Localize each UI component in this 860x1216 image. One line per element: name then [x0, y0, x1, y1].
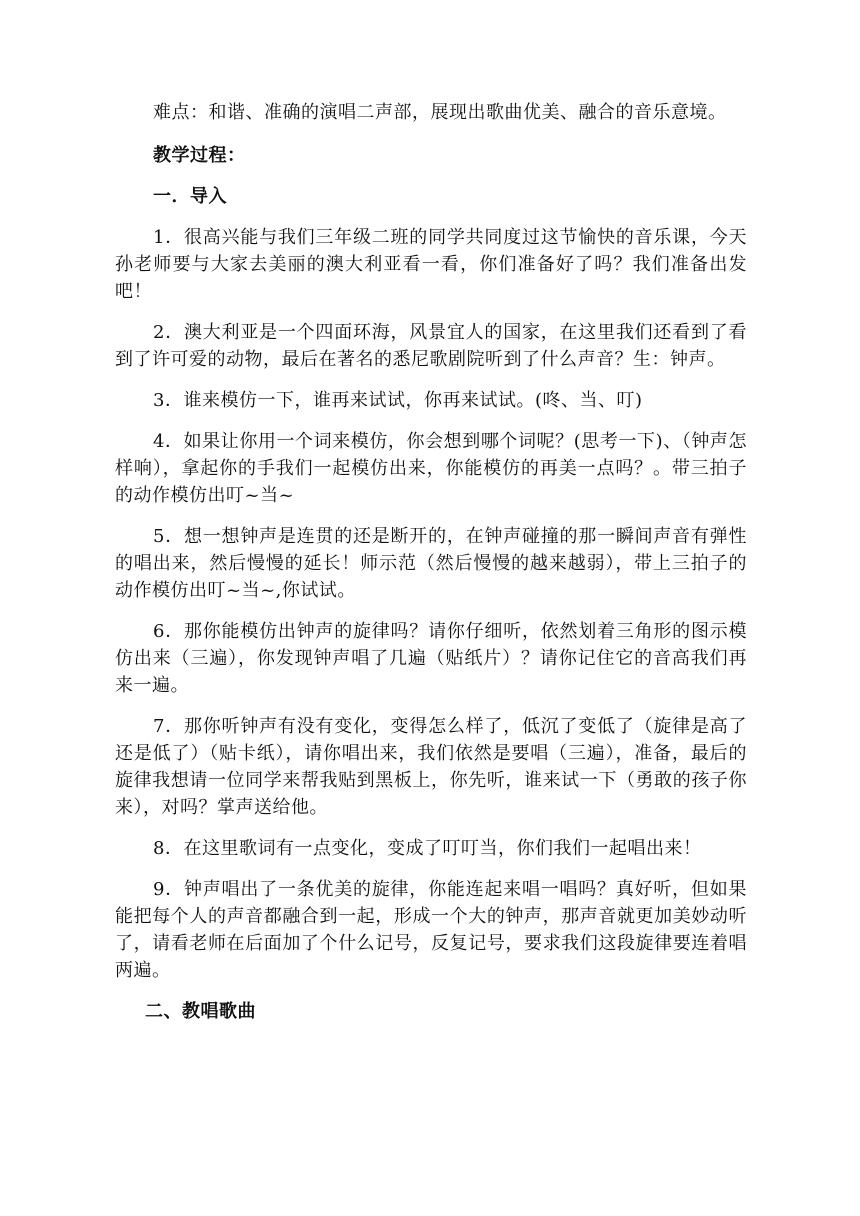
step-paragraph-5: 5．想一想钟声是连贯的还是断开的，在钟声碰撞的那一瞬间声音有弹性的唱出来，然后慢慢的延长！师示范（然后慢慢的越来越弱），带上三拍子的动作模仿出叮~当~,你试试。: [115, 526, 747, 601]
difficulty-paragraph: 难点：和谐、准确的演唱二声部，展现出歌曲优美、融合的音乐意境。: [153, 102, 727, 123]
section-heading-teaching: 二、教唱歌曲: [145, 1001, 256, 1022]
step-paragraph-3: 3．谁来模仿一下，谁再来试试，你再来试试。(咚、当、叮): [153, 390, 643, 411]
step-paragraph-1: 1．很高兴能与我们三年级二班的同学共同度过这节愉快的音乐课，今天孙老师要与大家去美丽的澳大利亚看一看，你们准备好了吗？我们准备出发吧！: [115, 227, 747, 302]
step-paragraph-6: 6．那你能模仿出钟声的旋律吗？请你仔细听，依然划着三角形的图示模仿出来（三遍），你发现钟声唱了几遍（贴纸片）？请你记住它的音高我们再来一遍。: [115, 621, 747, 696]
step-paragraph-4: 4．如果让你用一个词来模仿，你会想到哪个词呢？(思考一下)、（钟声怎样响），拿起你的手我们一起模仿出来，你能模仿的再美一点吗？。带三拍子的动作模仿出叮~当~: [115, 431, 747, 506]
step-paragraph-7: 7．那你听钟声有没有变化，变得怎么样了，低沉了变低了（旋律是高了还是低了）（贴卡纸），请你唱出来，我们依然是要唱（三遍），准备，最后的旋律我想请一位同学来帮我贴到黑板上，你先听，谁来试一下（勇敢的孩子你来），对吗？掌声送给他。: [115, 716, 747, 818]
section-heading-intro: 一．导入: [153, 186, 227, 207]
step-paragraph-2: 2．澳大利亚是一个四面环海，风景宜人的国家，在这里我们还看到了看到了许可爱的动物，最后在著名的悉尼歌剧院听到了什么声音？生：钟声。: [115, 322, 747, 370]
step-paragraph-9: 9．钟声唱出了一条优美的旋律，你能连起来唱一唱吗？真好听，但如果能把每个人的声音都融合到一起，形成一个大的钟声，那声音就更加美妙动听了，请看老师在后面加了个什么记号，反复记号，要求我们这段旋律要连着唱两遍。: [115, 879, 747, 981]
process-heading: 教学过程：: [153, 145, 246, 166]
step-paragraph-8: 8．在这里歌词有一点变化，变成了叮叮当，你们我们一起唱出来！: [153, 838, 702, 859]
document-page: [115, 99, 747, 1025]
